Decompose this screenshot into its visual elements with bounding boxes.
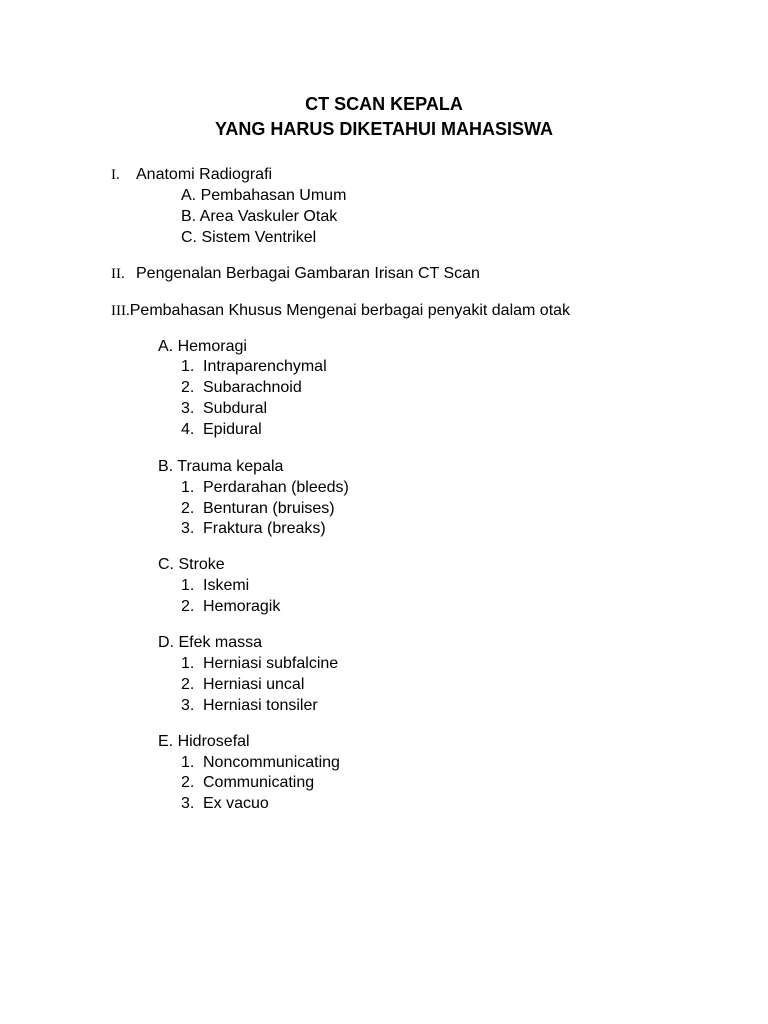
document-title-line-2: YANG HARUS DIKETAHUI MAHASISWA — [214, 119, 554, 139]
section-3-numeral: III. — [111, 303, 130, 319]
list-item-number: 3. — [181, 520, 195, 537]
section-3-heading — [111, 301, 570, 321]
list-item-number: 1. — [181, 655, 195, 672]
subsection-heading: C. Stroke — [158, 556, 225, 573]
section-1-numeral: I. — [111, 167, 120, 183]
section-3-label: Pembahasan Khusus Mengenai berbagai penyakit dalam otak — [129, 302, 571, 319]
section-1-label: Anatomi Radiografi — [136, 166, 273, 183]
section-2-label: Pengenalan Berbagai Gambaran Irisan CT Scan — [136, 265, 480, 282]
list-item — [181, 499, 335, 519]
list-item-number: 3. — [181, 697, 195, 714]
subsection-heading: E. Hidrosefal — [158, 733, 250, 750]
list-item-number: 2. — [181, 774, 195, 791]
list-item-number: 4. — [181, 421, 195, 438]
list-item-text: Benturan (bruises) — [203, 500, 335, 517]
list-item-text: Epidural — [203, 421, 262, 438]
list-item — [181, 519, 326, 539]
list-item-text: Ex vacuo — [203, 795, 269, 812]
list-item — [181, 576, 249, 596]
list-item-number: 1. — [181, 479, 195, 496]
list-item — [181, 357, 327, 377]
list-item — [181, 696, 318, 716]
list-item — [181, 753, 340, 773]
list-item-text: Herniasi uncal — [203, 676, 305, 693]
list-item — [181, 654, 338, 674]
list-item-text: Fraktura (breaks) — [203, 520, 326, 537]
list-item-text: Communicating — [203, 774, 315, 791]
section-1-item: B. Area Vaskuler Otak — [181, 208, 338, 225]
section-2-numeral: II. — [111, 266, 125, 282]
list-item — [181, 378, 302, 398]
section-2-heading — [111, 264, 125, 284]
list-item-text: Iskemi — [203, 577, 250, 594]
list-item-text: Noncommunicating — [203, 754, 340, 771]
list-item-text: Herniasi subfalcine — [203, 655, 339, 672]
list-item-number: 1. — [181, 754, 195, 771]
list-item-text: Subdural — [203, 400, 268, 417]
list-item-number: 1. — [181, 577, 195, 594]
list-item-number: 2. — [181, 379, 195, 396]
list-item-number: 2. — [181, 676, 195, 693]
list-item — [181, 675, 304, 695]
list-item — [181, 794, 269, 814]
list-item-number: 1. — [181, 358, 195, 375]
list-item-text: Subarachnoid — [203, 379, 302, 396]
subsection-heading: B. Trauma kepala — [158, 458, 284, 475]
list-item — [181, 399, 267, 419]
section-1-heading — [111, 165, 120, 185]
list-item-number: 2. — [181, 598, 195, 615]
list-item-number: 3. — [181, 400, 195, 417]
list-item-text: Hemoragik — [203, 598, 281, 615]
list-item-text: Perdarahan (bleeds) — [203, 479, 349, 496]
list-item-text: Intraparenchymal — [203, 358, 327, 375]
section-1-item: A. Pembahasan Umum — [181, 187, 347, 204]
list-item — [181, 478, 349, 498]
list-item-number: 2. — [181, 500, 195, 517]
list-item — [181, 773, 314, 793]
list-item — [181, 597, 280, 617]
section-1-item: C. Sistem Ventrikel — [181, 229, 317, 246]
subsection-heading: A. Hemoragi — [158, 338, 247, 355]
list-item-text: Herniasi tonsiler — [203, 697, 318, 714]
subsection-heading: D. Efek massa — [158, 634, 263, 651]
list-item-number: 3. — [181, 795, 195, 812]
document-title-line-1: CT SCAN KEPALA — [305, 94, 463, 114]
list-item — [181, 420, 262, 440]
